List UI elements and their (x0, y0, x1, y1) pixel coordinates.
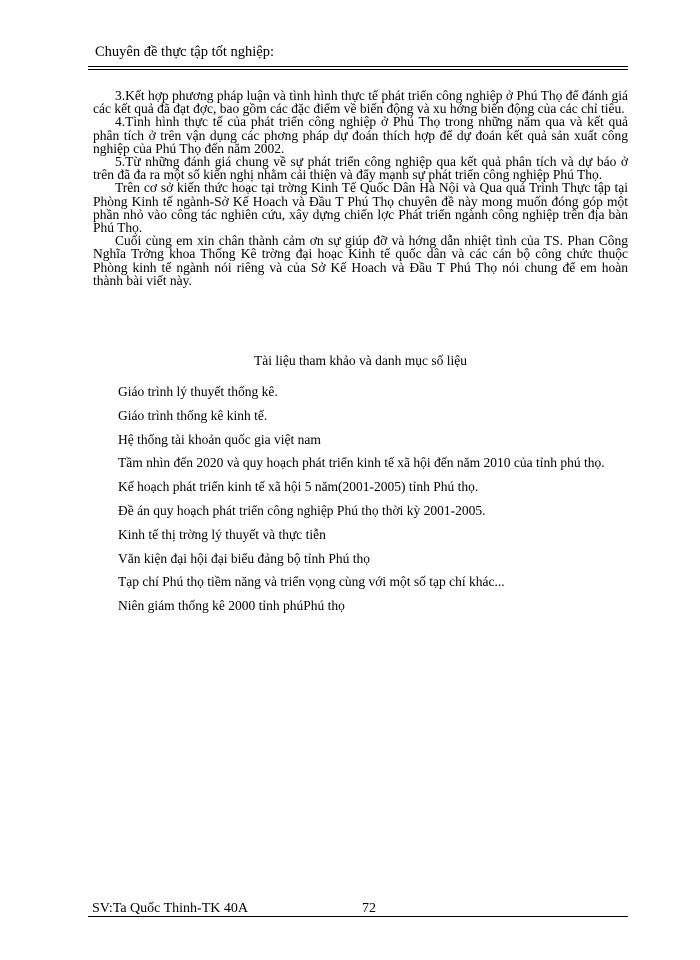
reference-item: Kế hoạch phát triển kinh tế xã hội 5 năm(2001-2005) tỉnh Phú thọ. (118, 479, 479, 495)
reference-item: Tạp chí Phú thọ tiềm năng và triển vọng cùng với một số tạp chí khác... (118, 574, 505, 590)
paragraph-acknowledgement: Cuối cùng em xin chân thành cảm ơn sự giúp đỡ và hớng dẫn nhiệt tình của TS. Phan Công Nghĩa Trởng khoa Thống Kê trờng đại hoạc Kinh tế quốc dân và các cán bộ công chức thuộc Phòng kinh tế ngành nói riêng và của Sở Kế Hoach và Đầu T Phú Thọ nói chung để em hoàn thành bài viết này. (93, 233, 628, 288)
reference-item: Văn kiện đại hội đại biểu đảng bộ tỉnh Phú thọ (118, 550, 370, 566)
paragraph-point-3: 3.Kết hợp phương pháp luận và tình hình thực tế phát triển công nghiệp ở Phú Thọ để đánh giá các kết quả đã đạt đợc, bao gồm các đặc điểm về biến động và xu hớng biến động của các chỉ tiêu. (93, 88, 628, 117)
reference-item: Giáo trình lý thuyết thống kê. (118, 384, 278, 399)
header-rule-top (88, 66, 628, 67)
reference-item: Giáo trình thống kê kinh tế. (118, 407, 268, 423)
footer-page-number: 72 (362, 901, 376, 916)
reference-item: Niên giám thống kê 2000 tỉnh phúPhú thọ (118, 598, 345, 614)
references-title: Tài liệu tham khảo và danh mục số liệu (254, 353, 467, 368)
reference-item: Đề án quy hoạch phát triển công nghiệp Phú thọ thời kỳ 2001-2005. (118, 502, 486, 518)
footer-rule (88, 916, 628, 917)
header-rule-bottom (88, 69, 628, 70)
reference-item: Kinh tế thị trờng lý thuyết và thực tiễn (118, 526, 326, 542)
paragraph-basis: Trên cơ sở kiến thức hoạc tại trờng Kinh Tế Quốc Dân Hà Nội và Qua quá Trình Thực tập tại Phòng Kinh tế ngành-Sở Kế Hoach và Đầu T Phú Thọ chuyên đề này mong muốn đóng góp một phần nhỏ vào công tác nghiên cứu, xây dựng chiến lợc Phát triển ngành công nghiệp trên địa bàn Phú Thọ. (93, 180, 628, 236)
page-header-title: Chuyên đề thực tập tốt nghiệp: (95, 44, 275, 60)
body-text (93, 89, 628, 287)
footer-author: SV:Ta Quốc Thinh-TK 40A (92, 901, 248, 916)
reference-item: Tầm nhìn đến 2020 và quy hoạch phát triển kinh tế xã hội đến năm 2010 của tỉnh phú thọ. (118, 455, 605, 471)
reference-item: Hệ thống tài khoản quốc gia việt nam (118, 431, 321, 447)
paragraph-point-4: 4.Tình hình thực tế của phát triển công nghiệp ở Phú Thọ trong những năm qua và kết quả phân tích ở trên vận dụng các phơng pháp dự đoán thích hợp để dự đoán kết quả sản xuất công nghiệp của Phú Thọ đến năm 2002. (93, 114, 628, 156)
references-list (118, 380, 648, 618)
paragraph-point-5: 5.Từ những đánh giá chung về sự phát triển công nghiệp qua kết quả phân tích và dự báo ở trên đã đa ra một số kiến nghị nhằm cải thiện và đẩy mạnh sự phát triển công nghiệp Phú Thọ. (93, 154, 628, 183)
